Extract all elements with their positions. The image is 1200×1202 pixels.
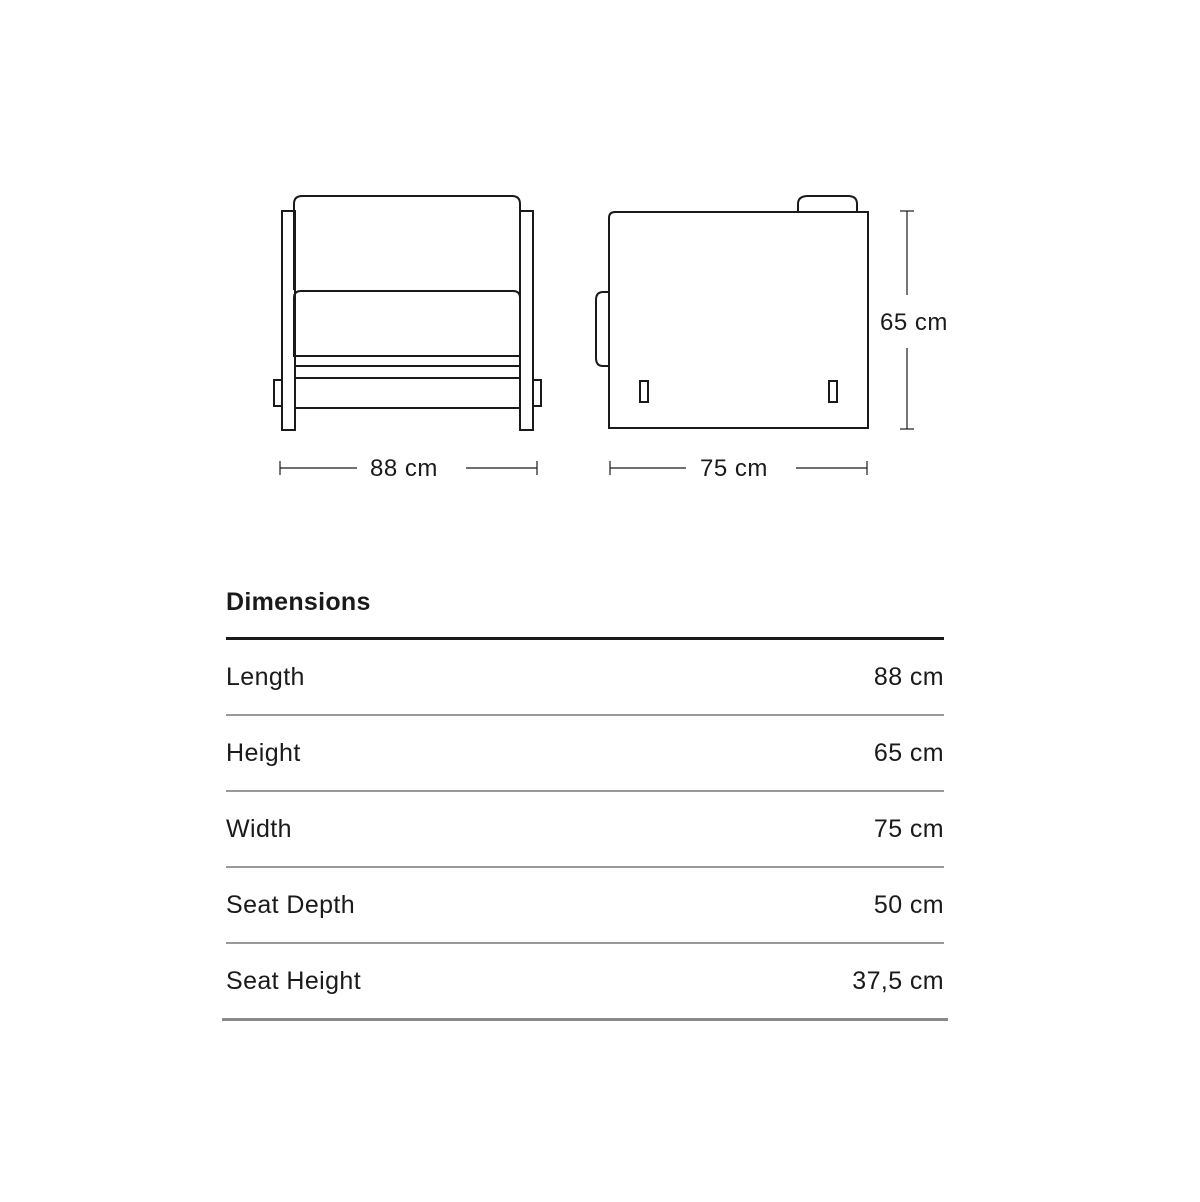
side-right-foot (829, 381, 837, 402)
side-back-cushion (798, 196, 857, 212)
chair-drawing-svg (0, 0, 1200, 540)
table-row (226, 716, 944, 792)
front-right-arm (520, 211, 533, 430)
table-row (226, 640, 944, 716)
row-label-width: Width (226, 814, 292, 843)
row-value-seat-depth: 50 cm (873, 890, 944, 919)
height-label: 65 cm (880, 309, 948, 336)
side-arm-pad (596, 292, 609, 366)
side-width-label: 75 cm (700, 455, 768, 482)
front-left-connector (274, 380, 282, 406)
side-view (596, 196, 868, 428)
row-label-length: Length (226, 662, 305, 691)
row-value-seat-height: 37,5 cm (852, 966, 944, 995)
table-row (222, 944, 948, 1021)
front-width-label: 88 cm (370, 455, 438, 482)
dimensions-table (226, 580, 944, 1021)
front-seat-cushion (294, 291, 520, 356)
table-row (226, 792, 944, 868)
row-value-width: 75 cm (873, 814, 944, 843)
table-heading: Dimensions (226, 588, 371, 616)
row-value-length: 88 cm (873, 662, 944, 691)
row-label-seat-depth: Seat Depth (226, 890, 356, 919)
row-label-height: Height (226, 738, 301, 767)
front-backrest (294, 196, 520, 290)
front-view (274, 196, 541, 430)
technical-drawing (0, 0, 1200, 540)
side-left-foot (640, 381, 648, 402)
table-row (226, 868, 944, 944)
front-right-connector (533, 380, 541, 406)
row-value-height: 65 cm (873, 738, 944, 767)
row-label-seat-height: Seat Height (226, 966, 362, 995)
